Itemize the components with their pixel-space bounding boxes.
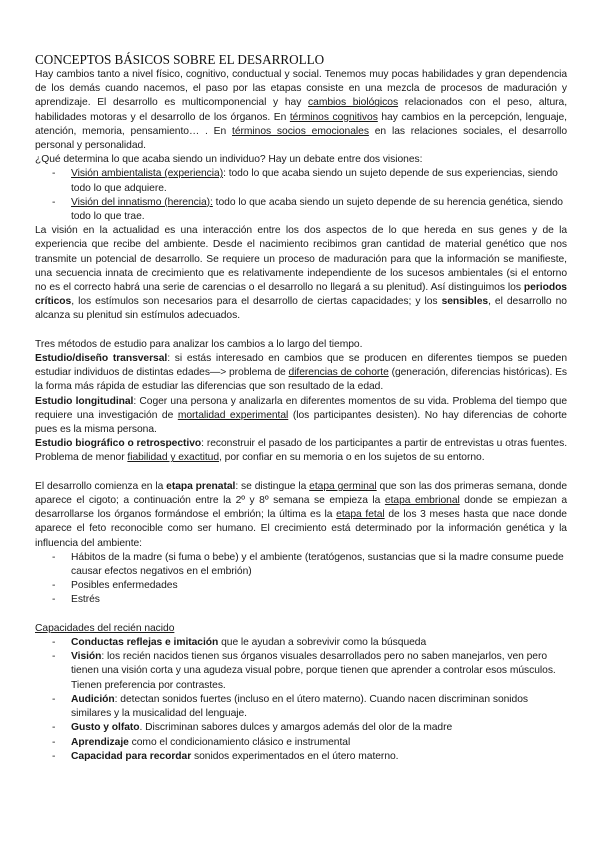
list-item: - Capacidad para recordar sonidos experimentados en el útero materno. xyxy=(35,750,567,764)
bullet: - xyxy=(52,196,56,208)
method-term: Estudio biográfico o retrospectivo xyxy=(35,438,202,450)
biological-changes-term: cambios biológicos xyxy=(308,97,399,109)
document-title: CONCEPTOS BÁSICOS SOBRE EL DESARROLLO xyxy=(35,52,325,67)
interaction-paragraph: La visión en la actualidad es una interacción entre los dos aspectos de lo que hereda en sus genes y de la experiencia que recibe del ambiente. Desde el nacimiento recibimos gran cantidad de material genético que nos transmite un potencial de desarrollo. Se requiere un proceso de maduración para que la información se manifieste, una secuencia innata de crecimiento que es relativamente independiente de los sucesos ambientales (si el entorno no es el correcto habrá una serie de carencias o el desarrollo no llegará a su plenitud). Así distinguimos los periodos críticos, los estímulos son necesarios para el desarrollo de ciertas capacidades; y los sensibles, el desarrollo no alcanza su plenitud sin estímulos adecuados. xyxy=(35,225,567,322)
sensitive-term: sensibles xyxy=(441,296,489,308)
bullet: - xyxy=(52,637,56,649)
method-transversal: Estudio/diseño transversal: si estás interesado en cambios que se producen en diferentes tiempos se pueden estudiar individuos de distintas edades—> problema de diferencias de cohorte (generación, diferencias históricas). Es la forma más rápida de estudiar las diferencias que son resultado de la edad. xyxy=(35,353,568,393)
capacities-list xyxy=(35,636,567,764)
germinal-stage-term: etapa germinal xyxy=(309,480,377,492)
methods-intro: Tres métodos de estudio para analizar los cambios a lo largo del tiempo. xyxy=(35,338,363,350)
cognitive-terms: términos cognitivos xyxy=(289,111,378,123)
list-item: - Visión ambientalista (experiencia): todo lo que acaba siendo un sujeto depende de sus experiencias, siendo todo lo que adquiere. xyxy=(52,168,558,194)
innatism-vision-term: Visión del innatismo (herencia): xyxy=(71,196,213,208)
list-item: - Visión del innatismo (herencia): todo lo que acaba siendo un sujeto depende de su herencia genética, siendo todo lo que trae. xyxy=(52,196,563,223)
embryonic-stage-term: etapa embrional xyxy=(384,495,460,507)
reliability-term: fiabilidad y exactitud xyxy=(127,452,220,464)
list-item: - Estrés xyxy=(35,593,567,607)
bullet: - xyxy=(52,551,56,563)
bullet: - xyxy=(52,594,56,606)
bullet: - xyxy=(52,693,56,705)
experimental-mortality-term: mortalidad experimental xyxy=(177,409,289,421)
fetal-stage-term: etapa fetal xyxy=(336,509,385,521)
environmentalist-vision-term: Visión ambientalista (experiencia) xyxy=(71,168,224,180)
bullet: - xyxy=(52,736,56,748)
prenatal-stage-term: etapa prenatal xyxy=(166,480,236,492)
intro-paragraph: Hay cambios tanto a nivel físico, cognitivo, conductual y social. Tenemos muy pocas habilidades y gran dependencia de los demás cuando nacemos, el paso por las etapas consiste en una mezcla de procesos de maduración y aprendizaje. El desarrollo es multicomponencial y hay cambios biológicos relacionados con el peso, altura, habilidades motoras y el desarrollo de los órganos. En términos cognitivos hay cambios en la percepción, lenguaje, atención, memoria, pensamiento… . En términos socios emocionales en las relaciones sociales, el desarrollo personal y personalidad. xyxy=(35,69,568,152)
list-item: - Hábitos de la madre (si fuma o bebe) y el ambiente (teratógenos, sustancias que si la madre consume puede causar efectos negativos en el embrión) xyxy=(52,551,564,578)
list-item: - Posibles enfermedades xyxy=(35,579,567,593)
method-term: Estudio longitudinal xyxy=(35,395,134,407)
capacities-heading: Capacidades del recién nacido xyxy=(35,622,175,634)
bullet: - xyxy=(52,750,56,762)
list-item: - Visión: los recién nacidos tienen sus órganos visuales desarrollados pero no saben manejarlos, ven pero tienen una visión corta y una agudeza visual pobre, porque tienen que aprender a controlar esos músculos. Tienen preferencia por contrastes. xyxy=(52,651,556,691)
method-term: Estudio/diseño transversal xyxy=(35,353,168,365)
critical-periods-term: periodos críticos xyxy=(35,282,567,308)
list-item: - Aprendizaje como el condicionamiento clásico e instrumental xyxy=(35,736,567,750)
socio-emotional-terms: términos socios emocionales xyxy=(232,125,369,137)
method-longitudinal: Estudio longitudinal: Coger una persona y analizarla en diferentes momentos de su vida. Problema del tiempo que requiere una investigación de mortalidad experimental (los participantes desisten). No hay diferencias de cohorte pues es la misma persona. xyxy=(35,395,567,436)
bullet: - xyxy=(52,168,56,180)
list-item: - Conductas reflejas e imitación que le ayudan a sobrevivir como la búsqueda xyxy=(35,636,567,650)
bullet: - xyxy=(52,651,56,663)
debate-question: ¿Qué determina lo que acaba siendo un individuo? Hay un debate entre dos visiones: xyxy=(35,154,423,166)
document-page xyxy=(35,52,567,764)
list-item: - Audición: detectan sonidos fuertes (incluso en el útero materno). Cuando nacen discriminan sonidos similares y la musicalidad del lenguaje. xyxy=(52,693,528,720)
influences-list xyxy=(35,551,567,608)
list-item: - Gusto y olfato. Discriminan sabores dulces y amargos además del olor de la madre xyxy=(35,721,567,735)
bullet: - xyxy=(52,722,56,734)
prenatal-paragraph: El desarrollo comienza en la etapa prenatal: se distingue la etapa germinal que son las dos primeras semana, donde aparece el cigoto; a continuación entre la 2º y 8º semana se empieza la etapa embrional donde se empiezan a desarrollarse los órganos formándose el embrión; la última es la etapa fetal de los 3 meses hasta que nace donde aparece el feto reconocible como ser humano. El crecimiento está determinado por la información genética y la influencia del ambiente: xyxy=(35,480,568,549)
method-biographical: Estudio biográfico o retrospectivo: reconstruir el pasado de los participantes a partir de entrevistas u otras fuentes. Problema de menor fiabilidad y exactitud, por confiar en su memoria o en los sujetos de su entorno. xyxy=(35,438,568,464)
cohort-differences-term: diferencias de cohorte xyxy=(288,367,389,379)
visions-list xyxy=(35,167,567,224)
bullet: - xyxy=(52,580,56,592)
